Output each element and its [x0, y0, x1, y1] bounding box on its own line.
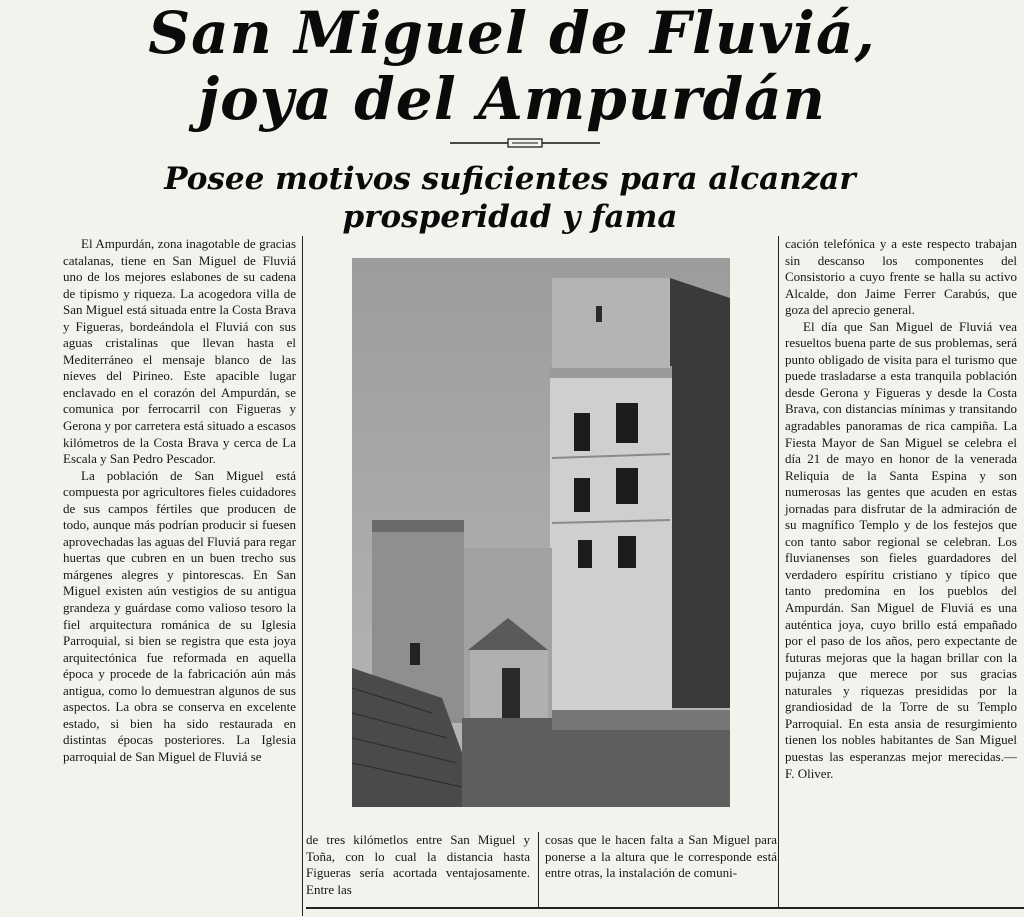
paragraph: cación telefónica y a este respecto trabajan sin descanso los componentes del Consistorio a cuyo frente se halla su activo Alcalde, don Jaime Ferrer Carabús, que goza del aprecio general. [785, 236, 1017, 318]
column-rule-middle [538, 832, 539, 907]
subheadline-line-2: prosperidad y fama [342, 199, 678, 235]
paragraph: cosas que le hacen falta a San Miguel para ponerse a la altura que le corresponde está entre otras, la instalación de comuni- [545, 832, 777, 881]
paragraph: de tres kilómetlos entre San Miguel y Toña, con lo cual la distancia hasta Figueras sería acortada ventajosamente. Entre las [306, 832, 530, 897]
column-rule-left [302, 236, 303, 916]
article-subheadline [150, 160, 870, 236]
paragraph: El Ampurdán, zona inagotable de gracias catalanas, tiene en San Miguel de Fluviá uno de los mejores eslabones de su cadena de tipismo y riqueza. La acogedora villa de San Miguel está situada entre la Costa Brava y Figueras, bordeándola el Fluviá con sus aguas cristalinas que llevan hasta el Mediterráneo el mensaje blanco de las nieves del Pirineo. Este apacible lugar enclavado en el corazón del Ampurdán, se comunica por ferrocarril con Figueras y Gerona y por carretera está situado a escasos kilómetros de la Costa Brava y cerca de La Escala y San Pedro Pescador. [63, 236, 296, 467]
bottom-rule [306, 907, 1024, 909]
article-column-4 [785, 236, 1017, 782]
subheadline-line-1: Posee motivos suficientes para alcanzar [164, 161, 856, 197]
church-tower-photo [352, 258, 730, 807]
photo-illustration [352, 258, 730, 807]
column-rule-right [778, 236, 779, 908]
ornamental-rule [450, 135, 600, 151]
paragraph: El día que San Miguel de Fluviá vea resueltos buena parte de sus problemas, será punto obligado de visita para el turismo que puede trasladarse a esta tranquila población desde Gerona y Figueras y desde la Costa Brava, con distancias mínimas y transitando agradables panoramas de rica campiña. La Fiesta Mayor de San Miguel se celebra el día 21 de mayo en honor de la venerada Reliquia de la Santa Espina y son numerosas las gentes que acuden en estas jornadas para disfrutar de la admiración de su magnífico Templo y de los festejos que con tanto sabor regional se celebran. Los fluvianenses son fieles guardadores del verdadero espíritu cristiano y típico que tanto predomina en los pueblos del Ampurdán. San Miguel de Fluviá es una auténtica joya, cuyo brillo está empañado por el paso de los años, pero expectante de futuras mejoras que la hagan brillar con la pujanza que merece por sus gracias naturales y riquezas presididas por la grandiosidad de la Torre de su Templo Parroquial. En esta ansia de resurgimiento tienen los nobles habitantes de San Miguel puestas las esperanzas mejor merecidas.— F. Oliver. [785, 318, 1017, 781]
article-column-2 [306, 832, 530, 898]
article-column-3 [545, 832, 777, 882]
article-column-1 [63, 236, 296, 766]
headline-line-2: joya del Ampurdán [198, 65, 826, 133]
headline-line-1: San Miguel de Fluviá, [148, 0, 876, 67]
paragraph: La población de San Miguel está compuesta por agricultores fieles cuidadores de sus campos fértiles que producen de todo, aunque más podrían producir si fuesen aprovechadas las aguas del Fluviá para regar huertas que cubren en un buen trecho sus márgenes alegres y pintorescas. En San Miguel existen aún vestigios de su antigua grandeza y guárdase como valioso tesoro la fiel arquitectura románica de su Iglesia Parroquial, si bien se registra que esta joya arquitectónica fue reformada en aquella época y procede de la fabricación aún más antigua, como lo demuestran algunos de sus aspectos. La obra se conserva en excelente estado, si bien ha sido restaurada en distintas épocas posteriores. La Iglesia parroquial de San Miguel de Fluviá se [63, 467, 296, 764]
article-headline [0, 0, 1024, 132]
